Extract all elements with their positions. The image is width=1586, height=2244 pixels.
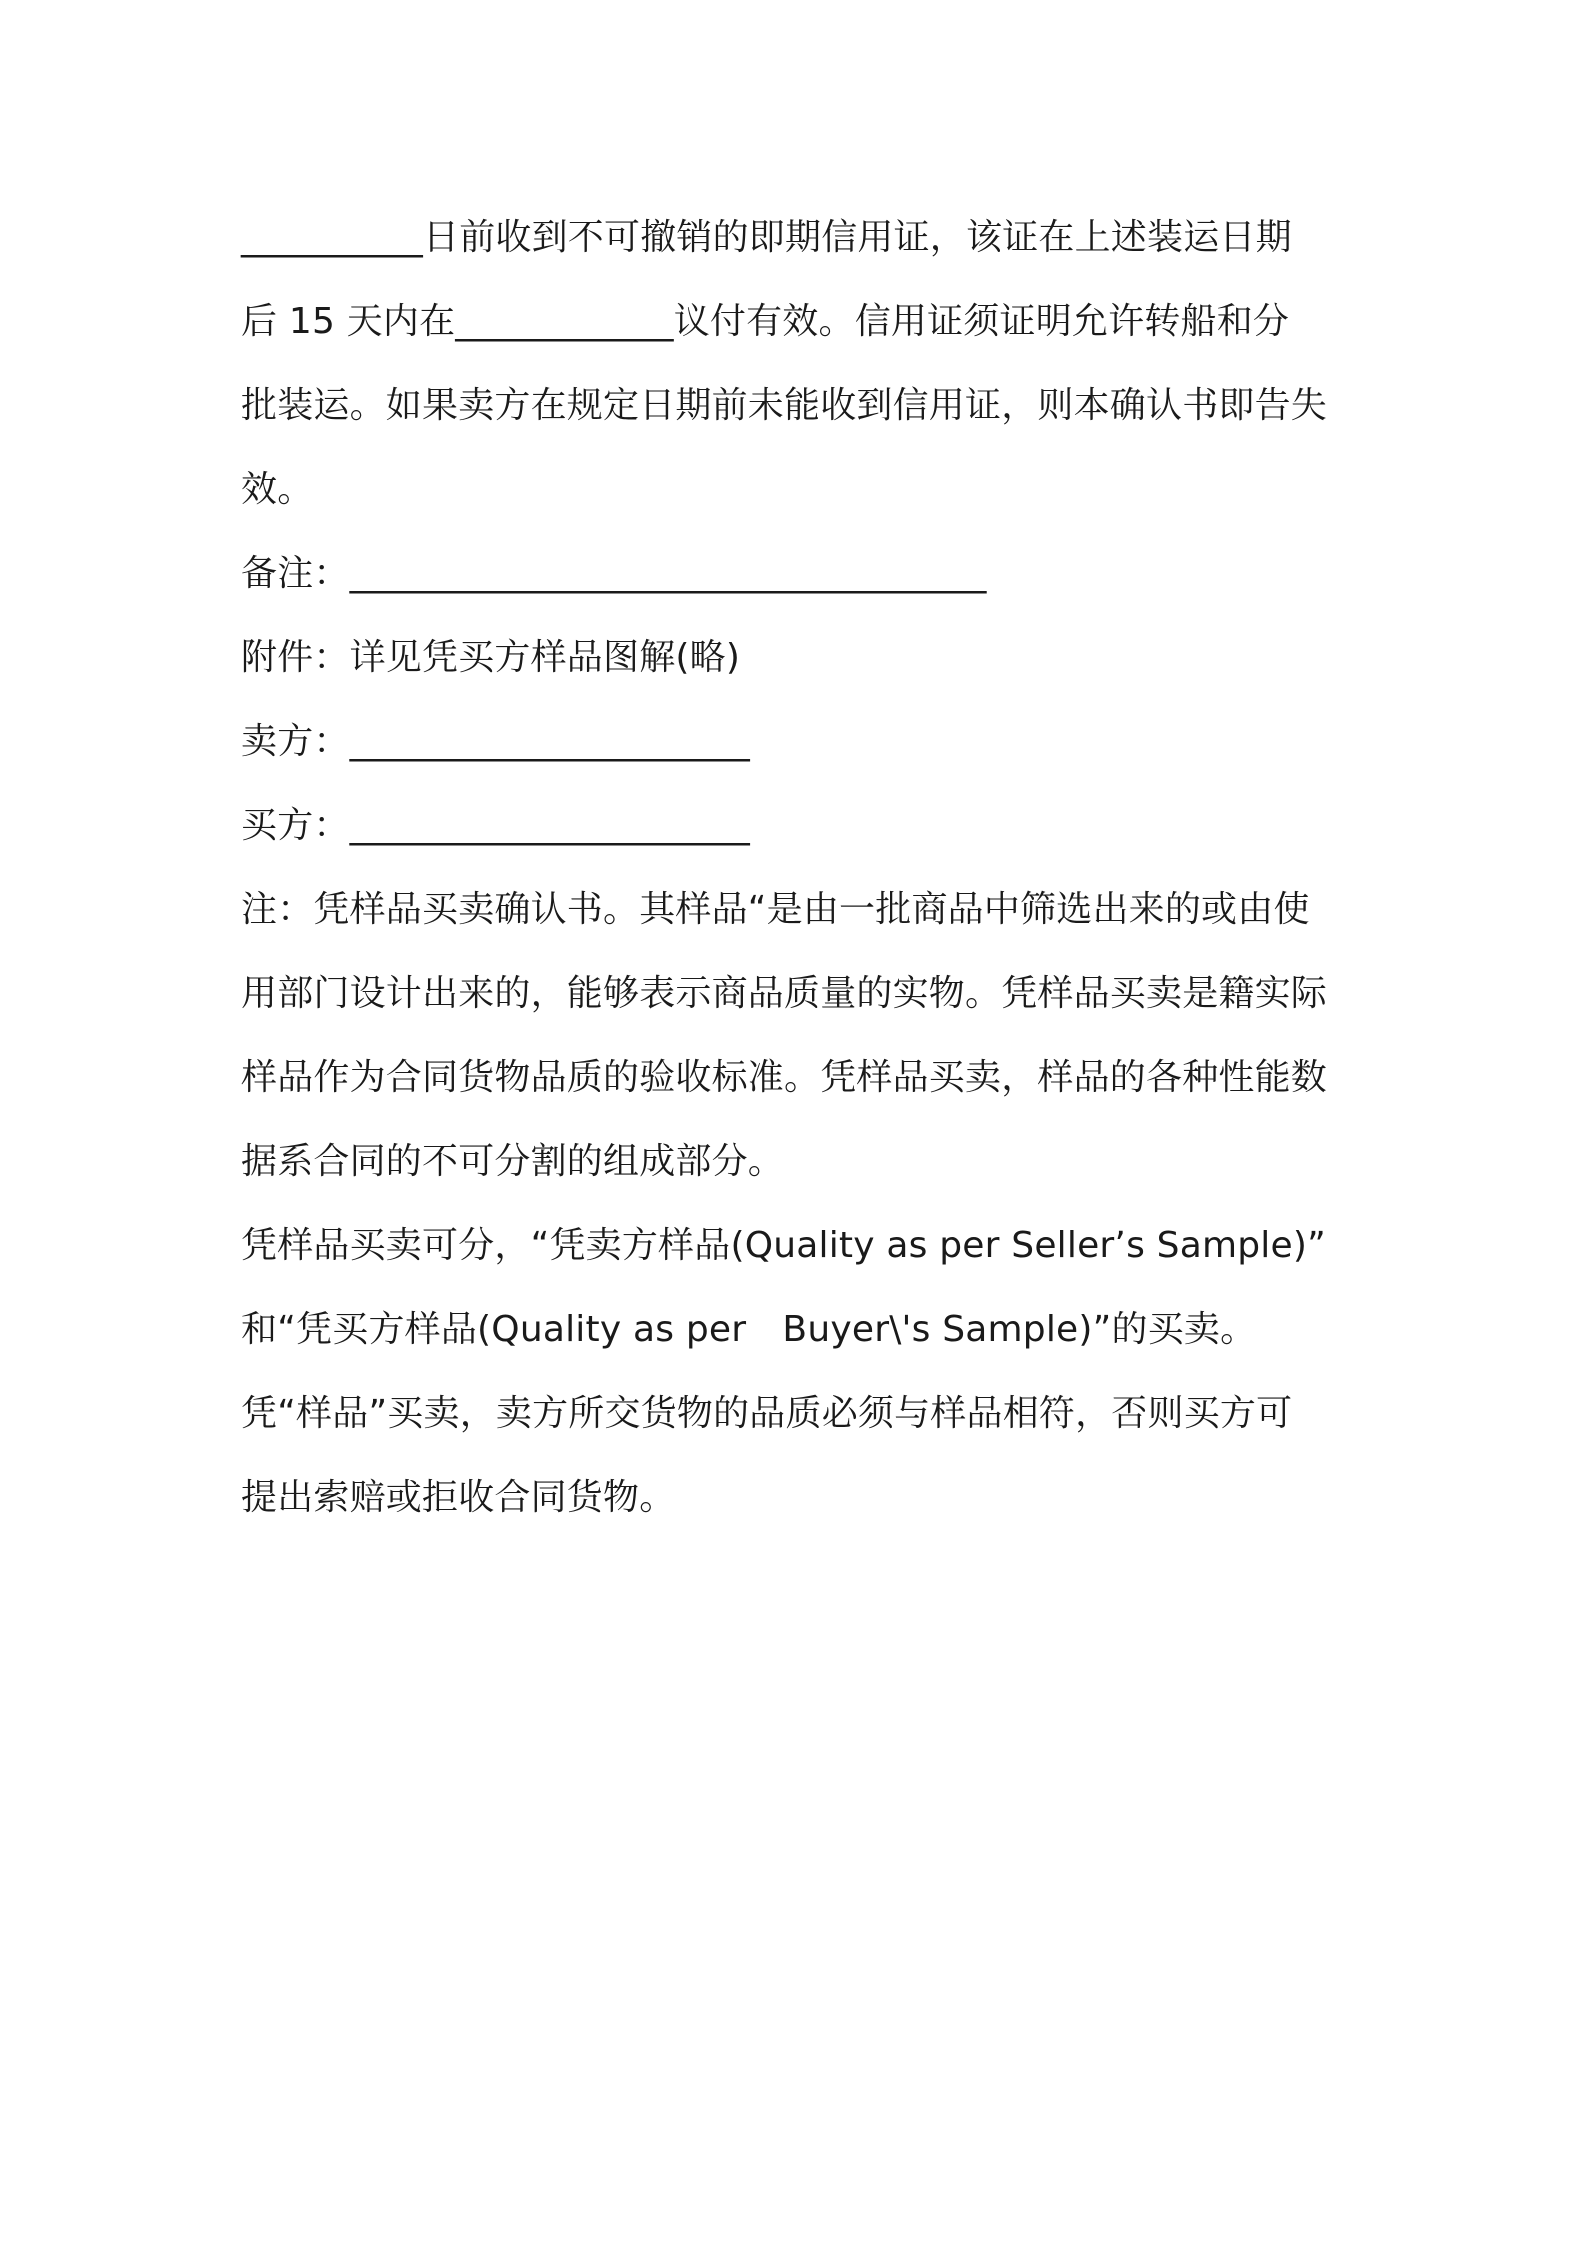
paragraph-lc-line-3: 批装运。如果卖方在规定日期前未能收到信用证，则本确认书即告失 bbox=[241, 385, 1328, 426]
sample-types-line-1: 凭样品买卖可分，“凭卖方样品(Quality as per Seller’s Sample)” bbox=[241, 1225, 1326, 1266]
attachment-line: 附件：详见凭买方样品图解(略) bbox=[241, 637, 741, 678]
note-line-3: 样品作为合同货物品质的验收标准。凭样品买卖，样品的各种性能数 bbox=[241, 1057, 1328, 1098]
paragraph-lc-line-1: __________日前收到不可撤销的即期信用证，该证在上述装运日期 bbox=[241, 217, 1292, 258]
paragraph-lc-line-4: 效。 bbox=[241, 469, 314, 510]
remarks-line: 备注：___________________________________ bbox=[241, 553, 987, 594]
note-line-1: 注：凭样品买卖确认书。其样品“是由一批商品中筛选出来的或由使 bbox=[241, 889, 1310, 930]
seller-signature-line: 卖方：______________________ bbox=[241, 721, 750, 762]
sample-types-line-2: 和“凭买方样品(Quality as per Buyer\'s Sample)”的买卖。 bbox=[241, 1309, 1257, 1350]
note-line-4: 据系合同的不可分割的组成部分。 bbox=[241, 1141, 785, 1182]
quality-clause-line-1: 凭“样品”买卖，卖方所交货物的品质必须与样品相符，否则买方可 bbox=[241, 1393, 1293, 1434]
buyer-signature-line: 买方：______________________ bbox=[241, 805, 750, 846]
paragraph-lc-line-2: 后 15 天内在____________议付有效。信用证须证明允许转船和分 bbox=[241, 301, 1290, 342]
document-body bbox=[241, 196, 1361, 1540]
note-line-2: 用部门设计出来的，能够表示商品质量的实物。凭样品买卖是籍实际 bbox=[241, 973, 1328, 1014]
quality-clause-line-2: 提出索赔或拒收合同货物。 bbox=[241, 1477, 676, 1518]
